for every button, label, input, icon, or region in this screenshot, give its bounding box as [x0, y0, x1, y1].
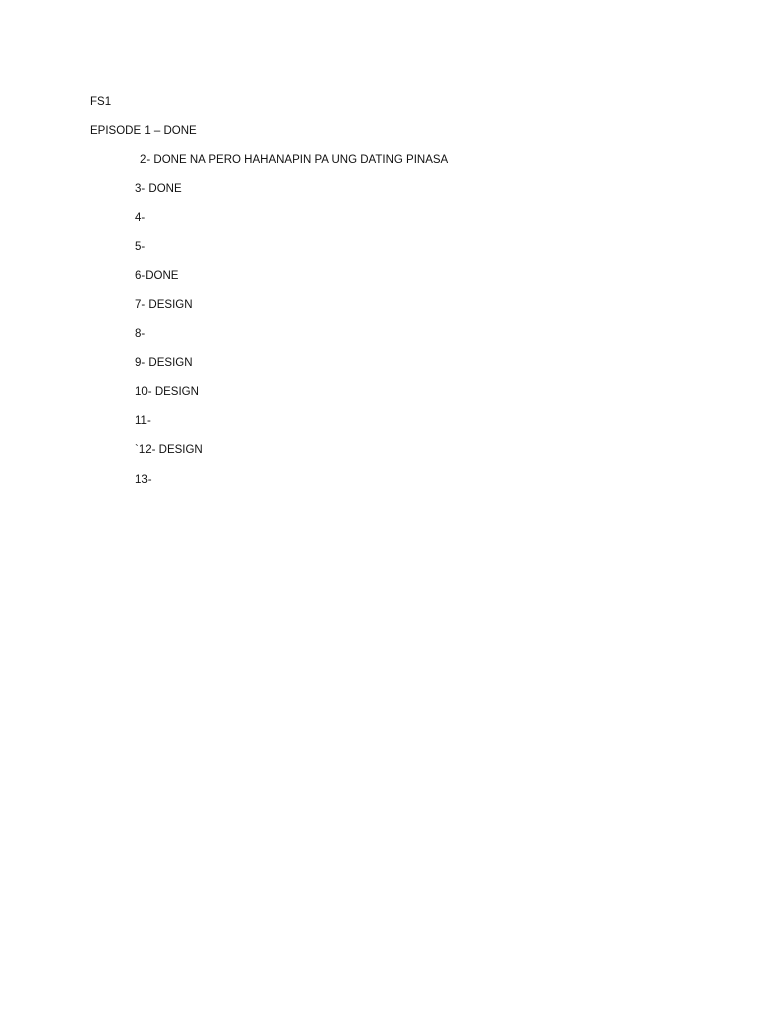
- episode-item-13: 13-: [135, 474, 152, 486]
- episode-item-4: 4-: [135, 212, 146, 224]
- document-title: FS1: [90, 96, 112, 108]
- episode-item-7: 7- DESIGN: [135, 299, 193, 311]
- episode-item-10: 10- DESIGN: [135, 386, 199, 398]
- episode-item-6: 6-DONE: [135, 270, 179, 282]
- episode-item-5: 5-: [135, 241, 146, 253]
- episode-item-2: 2- DONE NA PERO HAHANAPIN PA UNG DATING PINASA: [140, 154, 449, 166]
- episode-1-line: EPISODE 1 – DONE: [90, 125, 197, 137]
- episode-item-11: 11-: [135, 415, 151, 427]
- episode-item-9: 9- DESIGN: [135, 357, 193, 369]
- episode-item-8: 8-: [135, 328, 146, 340]
- episode-item-12: `12- DESIGN: [135, 444, 203, 456]
- episode-item-3: 3- DONE: [135, 183, 182, 195]
